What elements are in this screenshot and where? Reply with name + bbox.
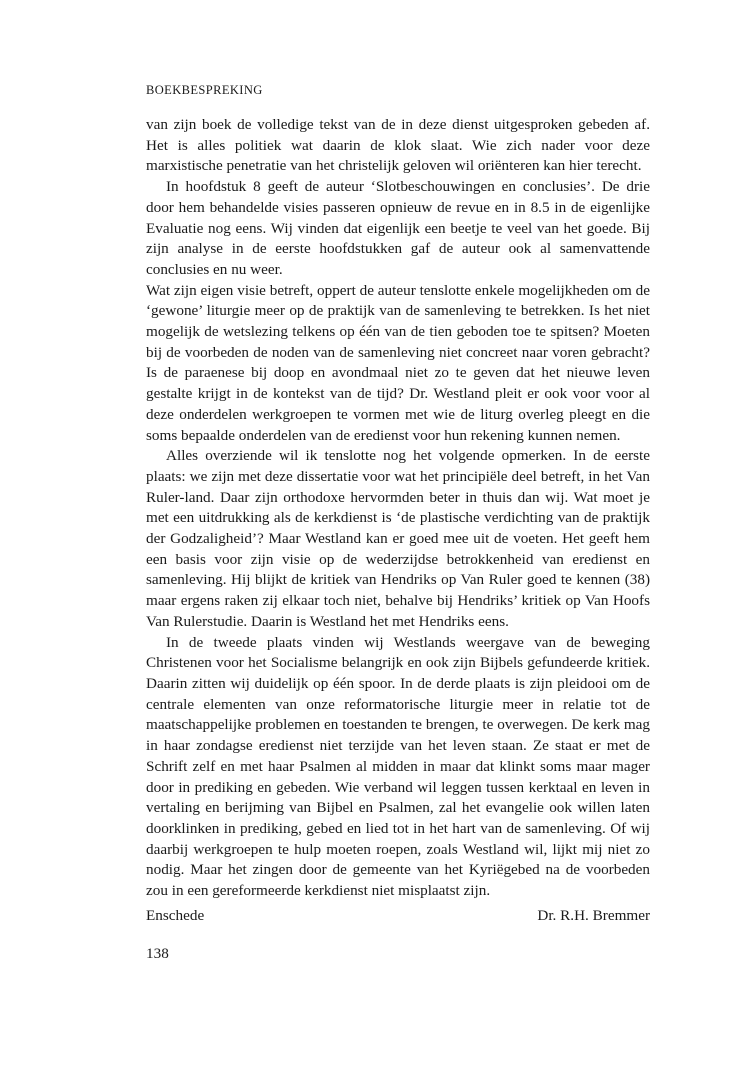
page	[146, 0, 650, 1068]
running-header: BOEKBESPREKING	[146, 83, 263, 97]
signature-author: Dr. R.H. Bremmer	[537, 907, 650, 924]
signature-line	[146, 907, 650, 925]
paragraph: van zijn boek de volledige tekst van de in deze dienst uitgesproken gebeden af. Het is alles politiek wat daarin de klok slaat. Wie zich nader voor deze marxistische penetratie van het christelijk geloven wil oriënteren kan hier terecht.	[146, 116, 650, 175]
signature-place: Enschede	[146, 907, 205, 924]
paragraph: Wat zijn eigen visie betreft, oppert de auteur tenslotte enkele mogelijkheden om de ‘gewone’ liturgie meer op de praktijk van de samenleving te betrekken. Is het niet mogelijk de wetslezing telkens op één van de tien geboden toe te spitsen? Moeten bij de voorbeden de noden van de samenleving niet concreet naar voren gebracht? Is de paraenese bij doop en avondmaal niet zo te geven dat het nieuwe leven gestalte krijgt in de kontekst van de tijd? Dr. Westland pleit er ook voor voor al deze onderdelen werkgroepen te vormen met wie de liturg overleg pleegt en die soms bepaalde onderdelen van de eredienst voor hun rekening kunnen nemen.	[146, 281, 650, 444]
article-body	[146, 115, 650, 902]
paragraph: In hoofdstuk 8 geeft de auteur ‘Slotbeschouwingen en conclusies’. De drie door hem behandelde visies passeren opnieuw de revue en in 8.5 in de eigenlijke Evaluatie nog eens. Wij vinden dat eigenlijk een beetje te veel van het goede. Bij zijn analyse in de eerste hoofdstukken gaf de auteur ook al samenvattende conclusies en nu weer.	[146, 178, 650, 278]
page-number: 138	[146, 945, 169, 962]
paragraph: Alles overziende wil ik tenslotte nog het volgende opmerken. In de eerste plaats: we zijn met deze dissertatie voor wat het principiële deel betreft, in het Van Ruler-land. Daar zijn orthodoxe hervormden beter in thuis dan wij. Wat moet je met een uitdrukking als de kerkdienst is ‘de plastische verdichting van de praktijk der Godzaligheid’? Maar Westland kan er goed mee uit de voeten. Het geeft hem een basis voor zijn visie op de wederzijdse betrokkenheid van eredienst en samenleving. Hij blijkt de kritiek van Hendriks op Van Ruler goed te kennen (38) maar ergens raken zij elkaar toch niet, behalve bij Hendriks’ kritiek op Van Hoofs Van Rulerstudie. Daarin is Westland het met Hendriks eens.	[146, 447, 650, 630]
paragraph: In de tweede plaats vinden wij Westlands weergave van de beweging Christenen voor het Socialisme belangrijk en ook zijn Bijbels gefundeerde kritiek. Daarin zitten wij duidelijk op één spoor. In de derde plaats is zijn pleidooi om de centrale elementen van onze reformatorische liturgie meer in relatie tot de maatschappelijke problemen en toestanden te brengen, te overwegen. De kerk mag in haar zondagse eredienst niet terzijde van het leven staan. Ze staat er met de Schrift zelf en met haar Psalmen al midden in maar dat klinkt soms maar mager door in prediking en gebeden. Wie verband wil leggen tussen kerktaal en leven in vertaling en berijming van Bijbel en Psalmen, zal het evangelie ook willen laten doorklinken in prediking, gebed en lied tot in het hart van de samenleving. Of wij daarbij werkgroepen te hulp moeten roepen, zoals Westland wil, lijkt mij niet zo nodig. Maar het zingen door de gemeente van het Kyriëgebed na de voorbeden zou in een gereformeerde kerkdienst niet misplaatst zijn.	[146, 633, 650, 900]
